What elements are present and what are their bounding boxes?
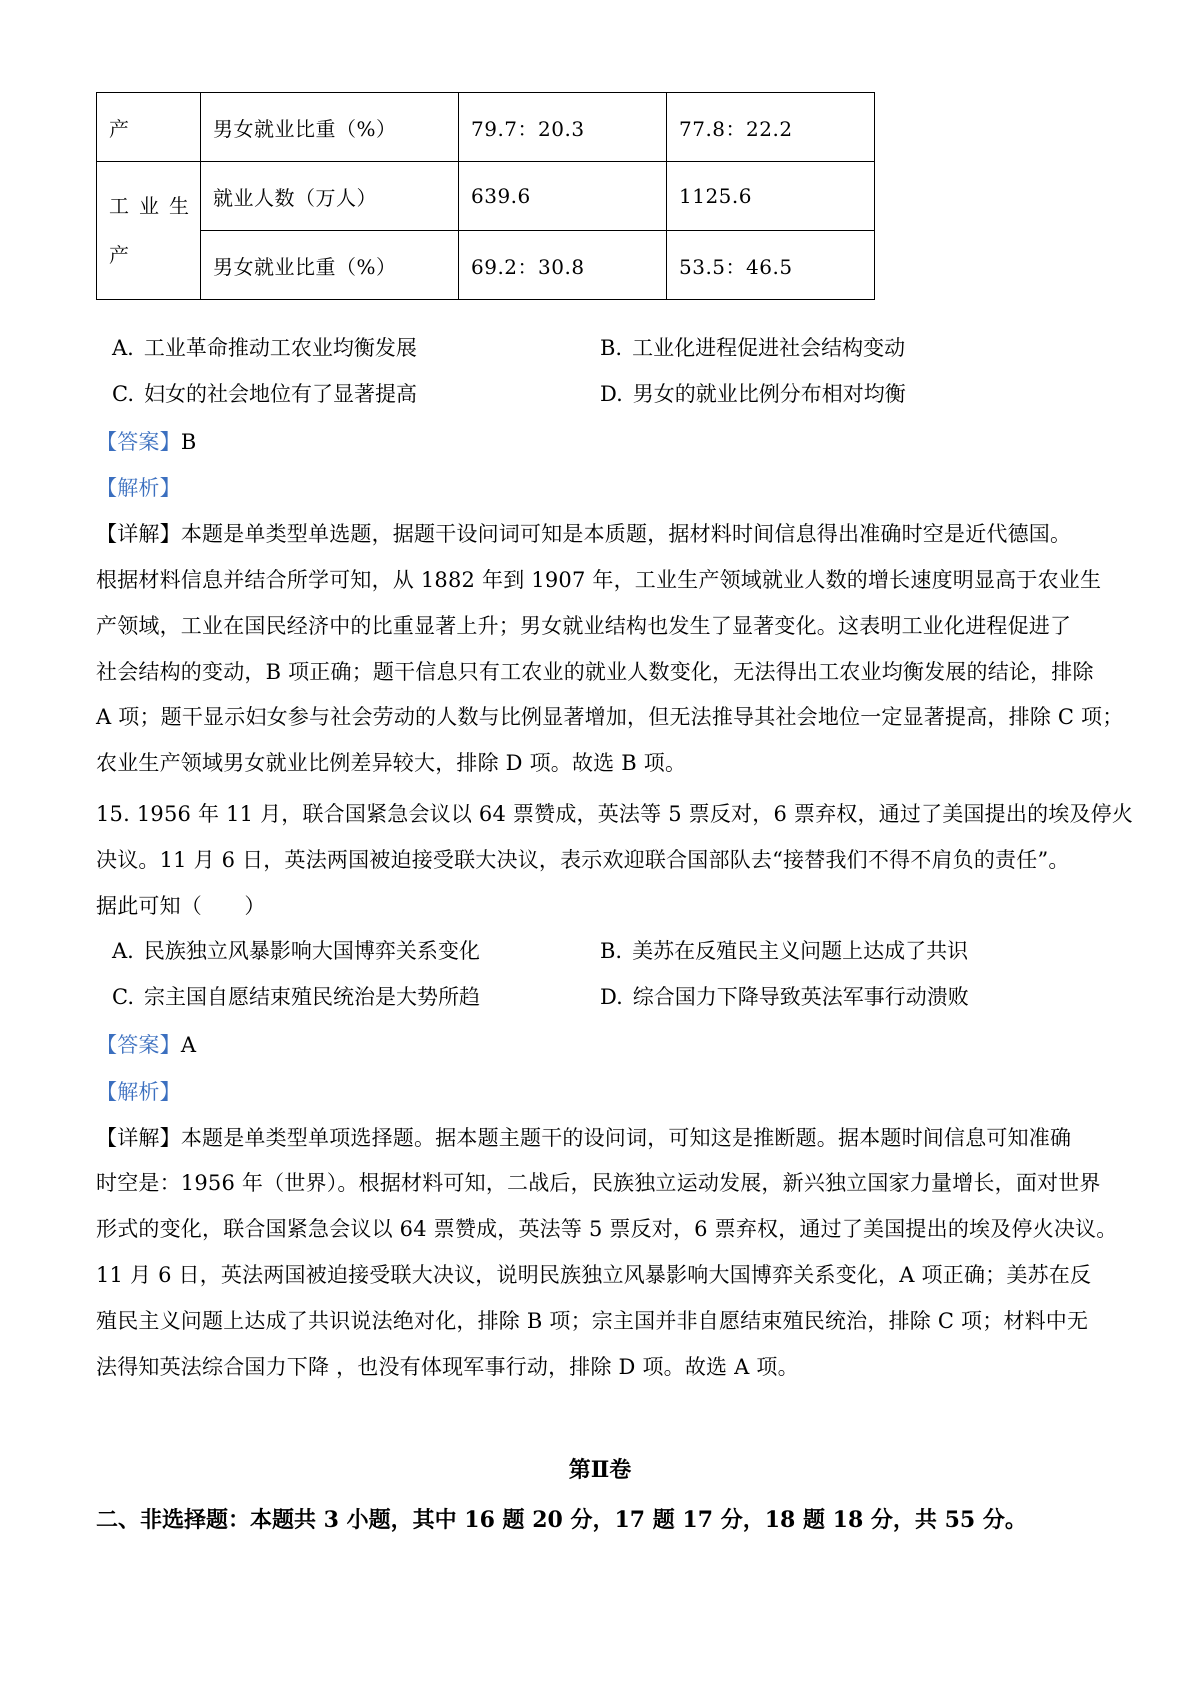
row-group-cell: [97, 162, 201, 300]
detail-line: 根据材料信息并结合所学可知，从 1882 年到 1907 年，工业生产领域就业人数的增长速度明显高于农业生: [96, 568, 1102, 592]
question-stem-line: 决议。11 月 6 日，英法两国被迫接受联大决议，表示欢迎联合国部队去“接替我们不得不肩负的责任”。: [96, 847, 1070, 872]
detail-tag: 【详解】: [96, 522, 181, 547]
part2-heading: 二、非选择题：本题共 3 小题，其中 16 题 20 分，17 题 17 分，18 题 18 分，共 55 分。: [96, 1507, 1027, 1533]
option-letter: D.: [600, 381, 623, 406]
option-text: 妇女的社会地位有了显著提高: [144, 381, 417, 406]
option-a: [112, 332, 417, 362]
detail-line: 时空是：1956 年（世界）。根据材料可知，二战后，民族独立运动发展，新兴独立国家力量增长，面对世界: [96, 1171, 1101, 1196]
detail-line: [96, 1122, 1106, 1152]
detail-text: 本题是单类型单选题，据题干设问词可知是本质题，据材料时间信息得出准确时空是近代德国。: [180, 522, 1072, 547]
analysis-tag-line: [96, 1076, 1106, 1106]
option-c: [112, 981, 480, 1011]
table-row: [97, 93, 875, 162]
row-group-cell: 产: [97, 93, 201, 162]
option-text: 美苏在反殖民主义问题上达成了共识: [632, 939, 969, 964]
value-1907-cell: 1125.6: [667, 162, 875, 231]
answer-tag: 【答案】: [96, 429, 181, 454]
row-label-cell: 男女就业比重（%）: [201, 231, 459, 300]
option-letter: B.: [600, 336, 623, 360]
analysis-tag: 【解析】: [96, 476, 181, 501]
detail-line: 农业生产领域男女就业比例差异较大，排除 D 项。故选 B 项。: [96, 751, 687, 776]
detail-line: A 项；题干显示妇女参与社会劳动的人数与比例显著增加，但无法推导其社会地位一定显著提高，排除 C 项；: [96, 705, 1124, 730]
option-text: 综合国力下降导致英法军事行动溃败: [632, 985, 969, 1010]
detail-line: 产领域，工业在国民经济中的比重显著上升；男女就业结构也发生了显著变化。这表明工业化进程促进了: [96, 613, 1072, 638]
detail-line: 社会结构的变动，B 项正确；题干信息只有工农业的就业人数变化，无法得出工农业均衡发展的结论，排除: [96, 659, 1094, 684]
question-stem-line: 据此可知（ ）: [96, 893, 266, 918]
answer-value: B: [180, 429, 197, 454]
option-text: 宗主国自愿结束殖民统治是大势所趋: [144, 985, 480, 1010]
value-1882-cell: 69.2：30.8: [459, 231, 667, 300]
section-heading: 第Ⅱ卷: [568, 1457, 632, 1483]
option-a: [112, 935, 480, 965]
detail-text: 本题是单类型单项选择题。据本题主题干的设问词，可知这是推断题。据本题时间信息可知准确: [180, 1125, 1072, 1150]
value-1882-cell: 79.7：20.3: [459, 93, 667, 162]
option-letter: C.: [112, 381, 134, 406]
option-text: 工业革命推动工农业均衡发展: [143, 336, 417, 360]
table-row: [97, 162, 875, 231]
answer-value: A: [180, 1033, 197, 1057]
value-1907-cell: 53.5：46.5: [667, 231, 875, 300]
option-letter: A.: [112, 336, 134, 360]
option-d: [600, 981, 969, 1011]
option-text: 男女的就业比例分布相对均衡: [632, 381, 906, 406]
answer-tag: 【答案】: [96, 1033, 181, 1057]
employment-table: [96, 92, 875, 300]
row-label-cell: 男女就业比重（%）: [201, 93, 459, 162]
value-1882-cell: 639.6: [459, 162, 667, 231]
detail-tag: 【详解】: [96, 1125, 181, 1150]
row-group-label: 工业生产: [109, 193, 199, 267]
option-c: [112, 378, 417, 408]
option-b: [600, 332, 905, 362]
value-1907-cell: 77.8：22.2: [667, 93, 875, 162]
detail-line: 法得知英法综合国力下降 ，也没有体现军事行动，排除 D 项。故选 A 项。: [96, 1354, 799, 1379]
detail-line: 形式的变化，联合国紧急会议以 64 票赞成，英法等 5 票反对，6 票弃权，通过了美国提出的埃及停火决议。: [96, 1217, 1118, 1242]
analysis-tag-line: [96, 472, 1106, 502]
option-text: 民族独立风暴影响大国博弈关系变化: [143, 939, 480, 964]
analysis-tag: 【解析】: [96, 1079, 181, 1104]
detail-line: [96, 518, 1106, 548]
question-stem-line: 15. 1956 年 11 月，联合国紧急会议以 64 票赞成，英法等 5 票反对，6 票弃权，通过了美国提出的埃及停火: [96, 802, 1134, 826]
option-text: 工业化进程促进社会结构变动: [632, 336, 906, 360]
option-letter: A.: [112, 939, 134, 964]
detail-line: 11 月 6 日，英法两国被迫接受联大决议，说明民族独立风暴影响大国博弈关系变化，A 项正确；美苏在反: [96, 1263, 1092, 1287]
option-letter: C.: [112, 985, 134, 1010]
detail-line: 殖民主义问题上达成了共识说法绝对化，排除 B 项；宗主国并非自愿结束殖民统治，排除 C 项；材料中无: [96, 1308, 1089, 1333]
table-row: [97, 231, 875, 300]
row-label-cell: 就业人数（万人）: [201, 162, 459, 231]
option-letter: D.: [600, 985, 623, 1010]
option-d: [600, 378, 906, 408]
option-letter: B.: [600, 939, 623, 964]
answer-line: [96, 426, 1106, 456]
answer-line: [96, 1029, 1106, 1059]
option-b: [600, 935, 968, 965]
